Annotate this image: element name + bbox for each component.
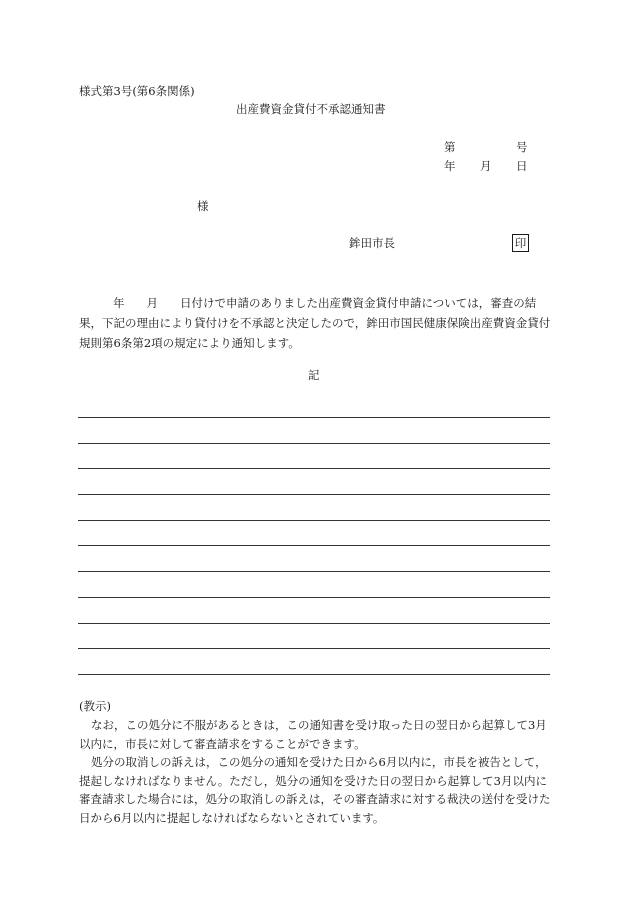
ruled-line	[78, 623, 550, 624]
ruled-line	[78, 417, 550, 418]
date-year-label: 年	[444, 159, 456, 173]
ki-marker: 記	[308, 368, 320, 382]
date-day-label: 日	[516, 159, 528, 173]
doc-number-prefix: 第	[444, 140, 456, 154]
ruled-line	[78, 674, 550, 675]
ruled-line	[78, 443, 550, 444]
ruled-line	[78, 468, 550, 469]
kyoji-paragraph: 処分の取消しの訴えは，この処分の通知を受けた日から6月以内に，市長を被告として，提起しなければなりません。ただし，処分の通知を受けた日の翌日から起算して3月以内に審査請求した場合には，処分の取消しの訴えは，その審査請求に対する裁決の送付を受けた日から6月以内に提起しなければならないとされています。	[79, 755, 551, 825]
form-number: 様式第3号(第6条関係)	[79, 84, 195, 98]
ruled-line	[78, 571, 550, 572]
issuer-name: 鉾田市長	[349, 236, 395, 250]
document-title: 出産費資金貸付不承認通知書	[236, 102, 386, 116]
body-text: 日付けで申請のありました出産費資金貸付申請については，審査の結果，下記の理由により貸付けを不承認と決定したので，鉾田市国民健康保険出産費資金貸付規則第6条第2項の規定により通知します。	[79, 296, 551, 350]
body-month: 月	[146, 296, 158, 310]
kyoji-paragraph: なお，この処分に不服があるときは，この通知書を受け取った日の翌日から起算して3月以内に，市長に対して審査請求をすることができます。	[79, 718, 547, 751]
kyoji-heading: (教示)	[79, 699, 111, 713]
ruled-line	[78, 494, 550, 495]
ruled-line	[78, 545, 550, 546]
reason-ruled-lines	[78, 417, 550, 700]
seal-mark: 印	[512, 234, 529, 252]
date-month-label: 月	[480, 159, 492, 173]
ruled-line	[78, 648, 550, 649]
ruled-line	[78, 520, 550, 521]
body-year: 年	[113, 296, 125, 310]
kyoji-section	[79, 716, 555, 827]
addressee-honorific: 様	[197, 199, 209, 213]
doc-number-suffix: 号	[516, 140, 528, 154]
ruled-line	[78, 597, 550, 598]
body-paragraph	[79, 293, 559, 353]
